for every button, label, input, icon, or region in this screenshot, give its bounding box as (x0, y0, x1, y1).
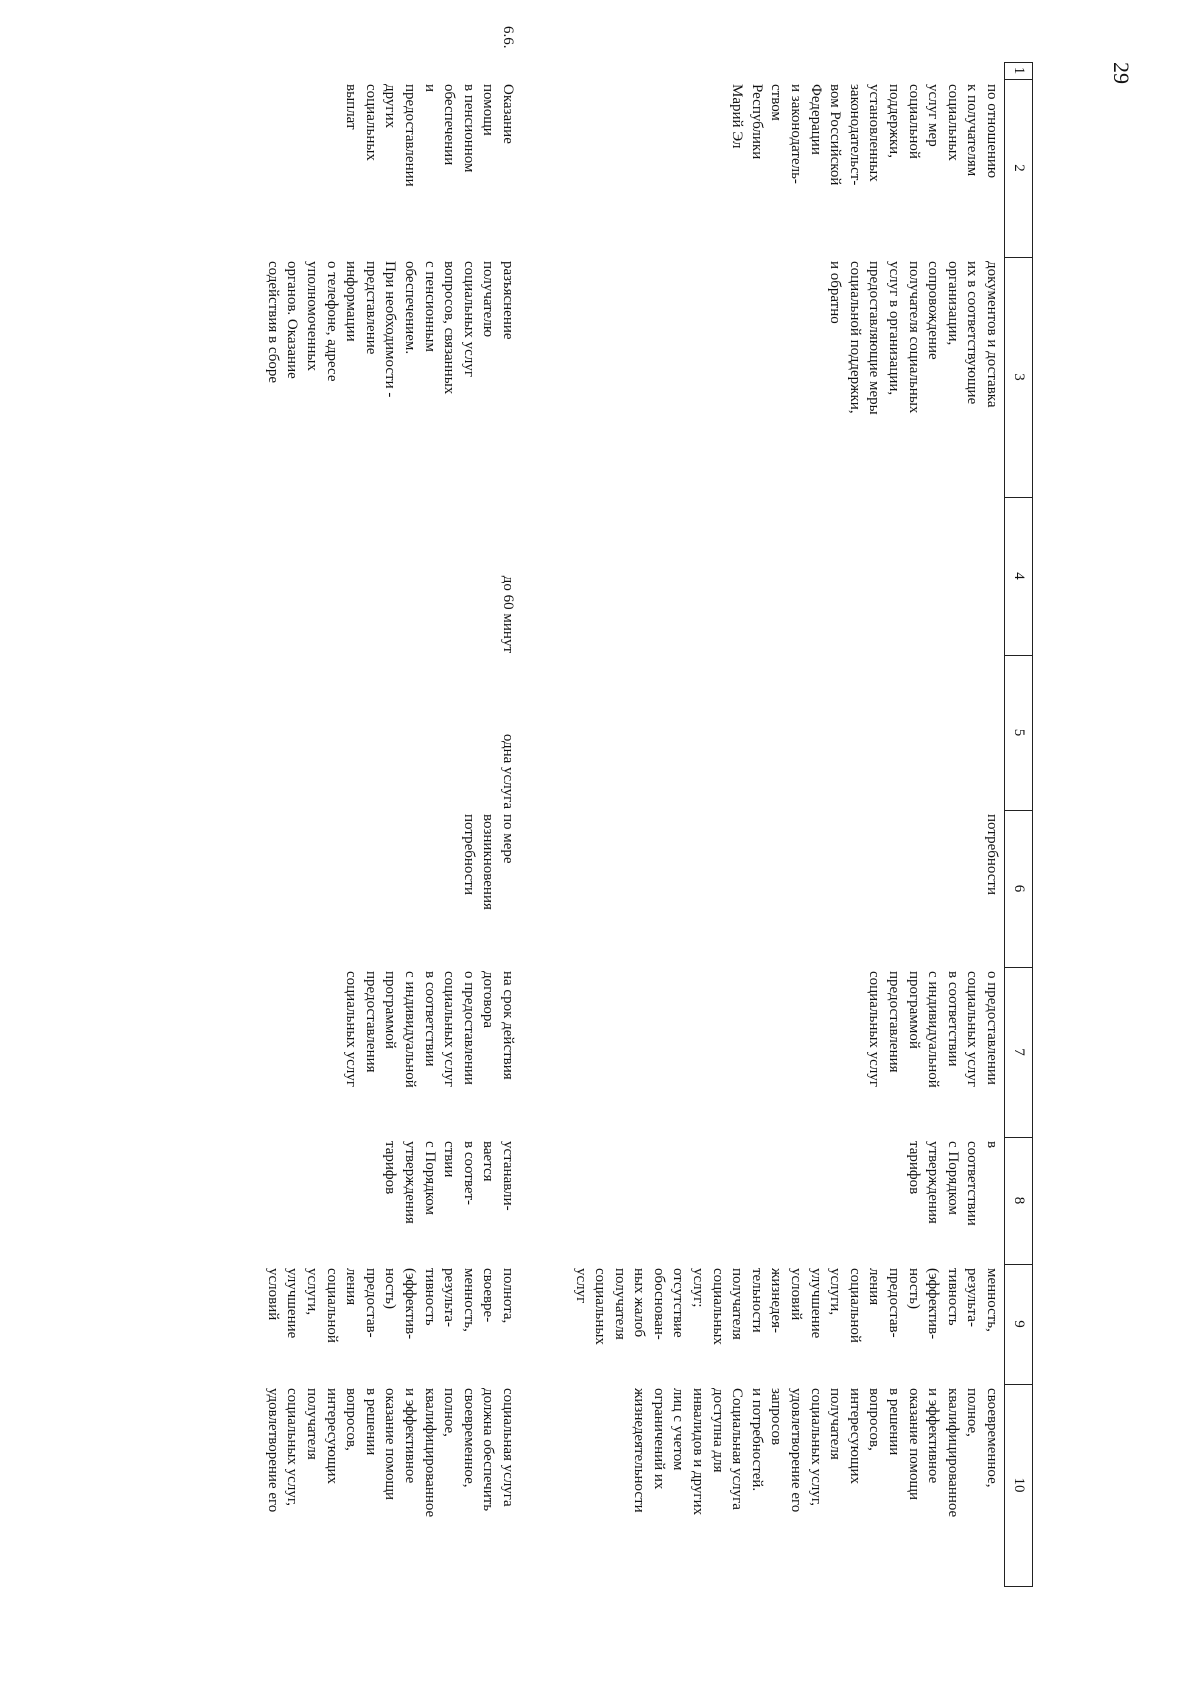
row2-col7: на срок действия договора о предоставлении социальных услуг в соответствии с индивидуальной программой предоставления социальных услуг (343, 971, 516, 1088)
table-top-border (1032, 62, 1033, 1587)
rotated-page-canvas (173, 26, 1033, 1587)
row2-col2: Оказание помощи в пенсионном обеспечении и предоставлении других социальных выплат (343, 84, 516, 187)
header-col-7: 7 (1011, 1048, 1027, 1056)
row2-col8: устанавли- вается в соответ- ствии с Порядком утверждения тарифов (382, 1141, 516, 1224)
page-number: 29 (1109, 62, 1134, 84)
row2-col3: разъяснение получателю социальных услуг вопросов, связанных с пенсионным обеспечением. При необходимости - представление информации о телефоне, адресе уполномоченных органов. Оказание содействия в сборе (264, 261, 516, 398)
row1-col6: потребности (984, 814, 1000, 895)
row2-col4: до 60 минут (500, 575, 516, 653)
header-col-9: 9 (1011, 1320, 1027, 1328)
row2-col10: социальная услуга должна обеспечить своевременное, полное, квалифицированное и эффективное оказание помощи в решении вопросов, интересующих получателя социальных услуг, удовлетворение его (264, 1388, 516, 1518)
header-col-5: 5 (1011, 728, 1027, 737)
row2-col6: по мере возникновения потребности (460, 814, 516, 910)
header-col-3: 3 (1011, 373, 1027, 381)
header-col-6: 6 (1011, 884, 1027, 893)
header-col-2: 2 (1011, 164, 1027, 172)
header-col-8: 8 (1011, 1196, 1027, 1205)
row1-col7: о предоставлении социальных услуг в соответствии с индивидуальной программой предоставления социальных услуг (866, 971, 1000, 1088)
row1-col9: менность, результа- тивность (эффектив- ность) предостав- ления социальной услуги, улучшение условий жизнедея- тельности получателя социальных услуг; отсутствие обоснован- ных жалоб получателя социальных услуг (572, 1268, 1000, 1345)
row1-col3: документов и доставка их в соответствующие организации, сопровождение получателя социальных услуг в организации, предоставляющие меры социальной поддержки, и обратно (827, 261, 1000, 415)
row1-col10: своевременное, полное, квалифицированное и эффективное оказание помощи в решении вопросов, интересующих получателя социальных услуг, удовлетворение его запросов и потребностей. Социальная услуга доступна для инвалидов и других лиц с учетом ограничений их жизнедеятельности (631, 1388, 1000, 1518)
row2-col5: одна услуга (500, 733, 516, 809)
header-col-4: 4 (1011, 572, 1027, 580)
row2-col9: полнота, своевре- менность, результа- тивность (эффектив- ность) предостав- ления социальной услуги, улучшение условий (264, 1268, 516, 1343)
row1-col8: в соответствии с Порядком утверждения тарифов (905, 1141, 1000, 1226)
col-border (1005, 1586, 1033, 1587)
row1-col2: по отношению к получателям социальных услуг мер социальной поддержки, установленных законодательст- вом Российской Федерации и законодатель- ством Республики Марий Эл (729, 84, 1000, 186)
row2-col1: 6.6. (500, 26, 516, 49)
header-col-1: 1 (1011, 66, 1027, 75)
services-table (173, 26, 1033, 1587)
header-col-10: 10 (1011, 1477, 1027, 1493)
